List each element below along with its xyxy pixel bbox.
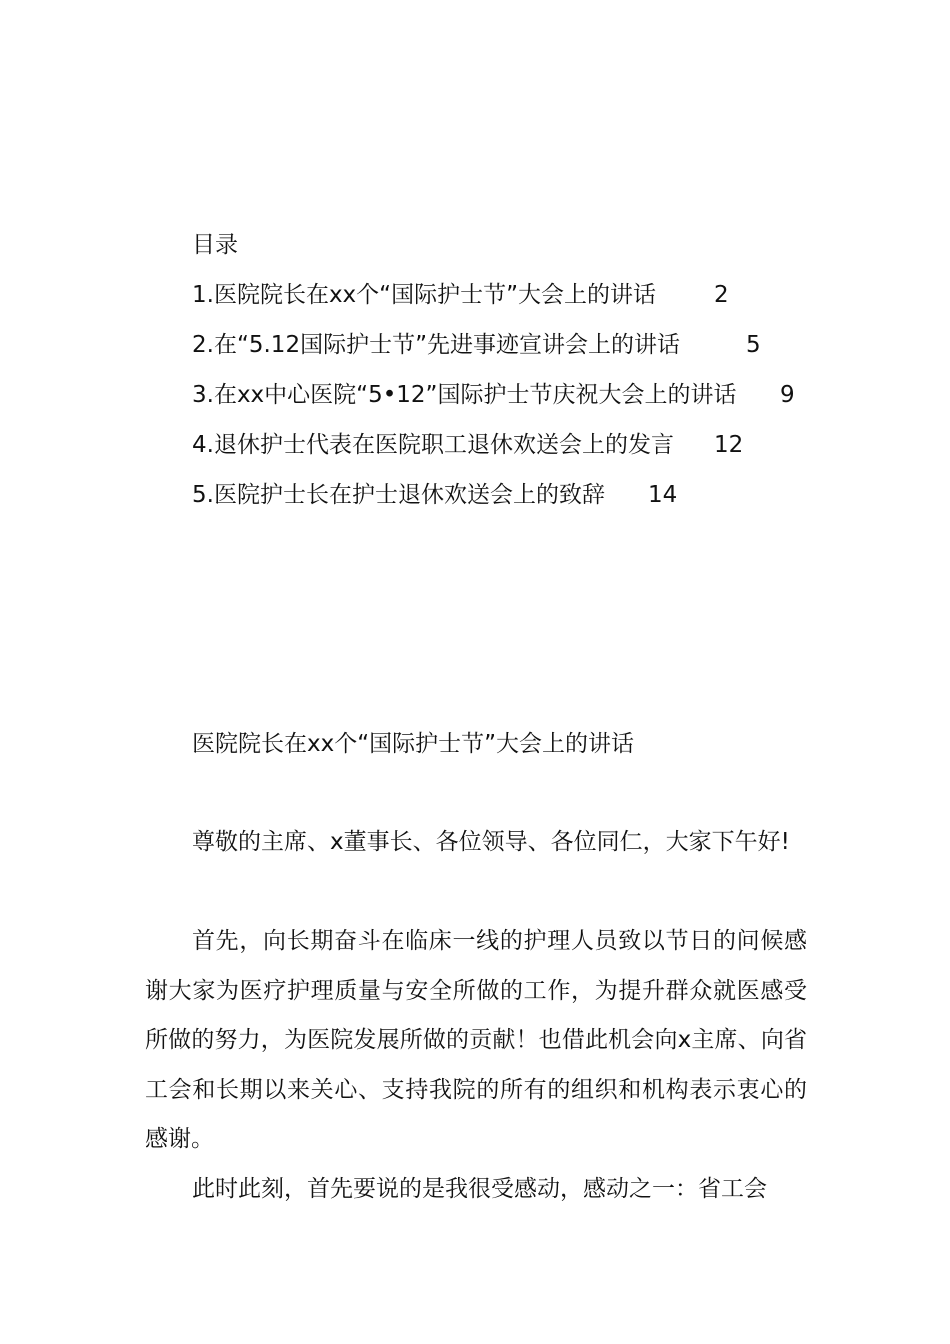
toc-item-page: 12 (714, 432, 744, 458)
toc-item[interactable] (192, 280, 802, 310)
salutation-paragraph: 尊敬的主席、x董事长、各位领导、各位同仁，大家下午好! (192, 829, 790, 855)
toc-title: 目录 (192, 232, 238, 258)
toc-item[interactable] (192, 330, 802, 360)
body-paragraph: 此时此刻，首先要说的是我很受感动，感动之一：省工会 (192, 1176, 767, 1202)
toc-item-page: 14 (648, 482, 678, 508)
toc-item-text: 3.在xx中心医院“5•12”国际护士节庆祝大会上的讲话 (192, 382, 737, 408)
toc-item[interactable] (192, 380, 802, 410)
toc-item-text: 2.在“5.12国际护士节”先进事迹宣讲会上的讲话 (192, 332, 680, 358)
toc-item-page: 2 (714, 282, 729, 308)
toc-item-page: 5 (746, 332, 761, 358)
toc-item-page: 9 (780, 382, 795, 408)
toc-item-text: 4.退休护士代表在医院职工退休欢送会上的发言 (192, 432, 674, 458)
article-title: 医院院长在xx个“国际护士节”大会上的讲话 (192, 731, 635, 757)
toc-item-text: 1.医院院长在xx个“国际护士节”大会上的讲话 (192, 282, 656, 308)
toc-item[interactable] (192, 430, 802, 460)
toc-item-text: 5.医院护士长在护士退休欢送会上的致辞 (192, 482, 605, 508)
body-paragraph: 首先，向长期奋斗在临床一线的护理人员致以节日的问候感谢大家为医疗护理质量与安全所做的工作，为提升群众就医感受所做的努力，为医院发展所做的贡献！也借此机会向x主席、向省工会和长期以来关心、支持我院的所有的组织和机构表示衷心的感谢。 (145, 928, 807, 1152)
toc-item[interactable] (192, 480, 802, 510)
